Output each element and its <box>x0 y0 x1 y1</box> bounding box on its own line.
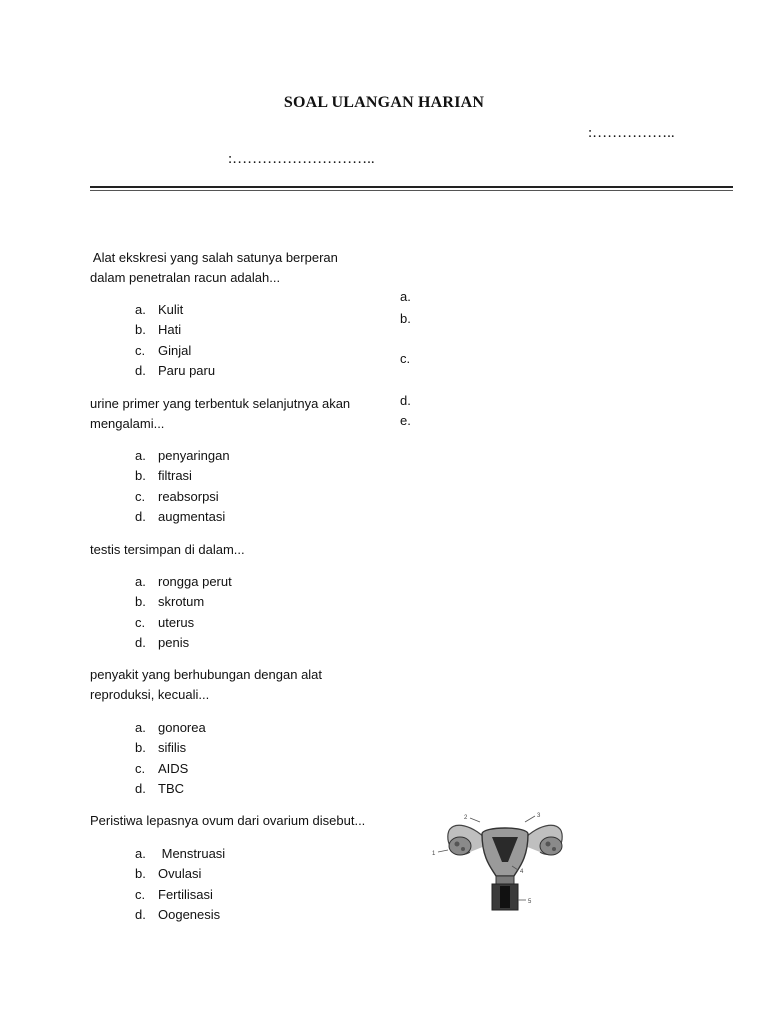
uterus-diagram-icon <box>430 804 580 914</box>
option[interactable] <box>135 633 435 653</box>
option-letter: a. <box>135 846 146 861</box>
option-text: skrotum <box>158 594 205 610</box>
option-text: penis <box>158 634 190 650</box>
option-text: Oogenesis <box>158 906 221 922</box>
diagram-label: 1 <box>432 851 436 857</box>
question-text: reproduksi, kecuali... <box>90 687 210 702</box>
side-letter: e. <box>400 413 411 428</box>
option-text: Kulit <box>158 302 184 317</box>
option-letter: c. <box>135 760 146 776</box>
question-text: dalam penetralan racun adalah... <box>90 270 281 285</box>
question-text: Alat ekskresi yang salah satunya berperan <box>90 250 338 265</box>
option-letter: b. <box>135 322 146 338</box>
option-letter: b. <box>135 740 146 756</box>
divider <box>90 186 733 188</box>
options-list <box>135 300 435 381</box>
option-text: sifilis <box>158 740 187 756</box>
option[interactable] <box>135 320 435 340</box>
option-text: penyaringan <box>158 448 230 463</box>
option-text: TBC <box>158 780 184 796</box>
option-text: filtrasi <box>158 468 192 484</box>
question-text: penyakit yang berhubungan dengan alat <box>90 667 323 682</box>
side-letter: a. <box>400 289 411 304</box>
question-2 <box>90 394 390 434</box>
option-letter: a. <box>135 574 146 589</box>
diagram-label: 4 <box>520 869 524 875</box>
option-letter: c. <box>135 488 146 504</box>
option-text: Fertilisasi <box>158 886 213 902</box>
field-right: :…………….. <box>588 125 675 141</box>
side-letter: c. <box>400 351 411 366</box>
question-text: mengalami... <box>90 416 165 431</box>
option[interactable] <box>135 885 435 905</box>
option-letter: a. <box>135 448 146 463</box>
option-letter: c. <box>135 886 146 902</box>
option-letter: d. <box>135 362 146 378</box>
diagram-label: 5 <box>528 899 532 905</box>
options-list <box>135 844 435 925</box>
question-text: urine primer yang terbentuk selanjutnya akan <box>90 396 351 411</box>
option-letter: c. <box>135 342 146 358</box>
option-text: AIDS <box>158 760 189 776</box>
question-5 <box>90 811 390 831</box>
option[interactable] <box>135 592 435 612</box>
option-letter: b. <box>135 468 146 484</box>
option-letter: b. <box>135 866 146 882</box>
option[interactable] <box>135 613 435 633</box>
option-text: gonorea <box>158 720 206 735</box>
side-letter: b. <box>400 311 411 326</box>
option[interactable] <box>135 446 435 466</box>
divider <box>90 190 733 191</box>
option-text: reabsorpsi <box>158 488 219 504</box>
option-letter: d. <box>135 780 146 796</box>
options-list <box>135 572 435 653</box>
option-letter: c. <box>135 614 146 630</box>
option-text: Ovulasi <box>158 866 202 882</box>
option-text: uterus <box>158 614 195 630</box>
option-letter: d. <box>135 906 146 922</box>
question-text: testis tersimpan di dalam... <box>90 542 245 557</box>
option[interactable] <box>135 759 435 779</box>
option[interactable] <box>135 738 435 758</box>
options-list <box>135 446 435 527</box>
option[interactable] <box>135 718 435 738</box>
field-left: :……………………….. <box>228 151 375 167</box>
option[interactable] <box>135 507 435 527</box>
option-letter: a. <box>135 302 146 317</box>
option[interactable] <box>135 466 435 486</box>
option-text: augmentasi <box>158 508 226 524</box>
question-1 <box>90 248 390 288</box>
option-text: rongga perut <box>158 574 232 589</box>
option[interactable] <box>135 300 435 320</box>
option[interactable] <box>135 341 435 361</box>
diagram-label: 2 <box>464 815 468 821</box>
side-letter: d. <box>400 393 411 408</box>
option[interactable] <box>135 361 435 381</box>
option-letter: d. <box>135 634 146 650</box>
options-list <box>135 718 435 799</box>
option-text: Ginjal <box>158 342 192 358</box>
option[interactable] <box>135 572 435 592</box>
question-4 <box>90 665 390 705</box>
question-3 <box>90 540 390 560</box>
option-letter: d. <box>135 508 146 524</box>
option[interactable] <box>135 905 435 925</box>
option[interactable] <box>135 864 435 884</box>
option[interactable] <box>135 779 435 799</box>
option[interactable] <box>135 487 435 507</box>
question-text: Peristiwa lepasnya ovum dari ovarium disebut... <box>90 813 366 828</box>
diagram-label: 3 <box>537 813 541 819</box>
option-letter: a. <box>135 720 146 735</box>
option-text: Paru paru <box>158 362 216 378</box>
option-text: Menstruasi <box>158 846 226 861</box>
page-title: SOAL ULANGAN HARIAN <box>283 94 485 111</box>
option-letter: b. <box>135 594 146 610</box>
option-text: Hati <box>158 322 182 338</box>
option[interactable] <box>135 844 435 864</box>
